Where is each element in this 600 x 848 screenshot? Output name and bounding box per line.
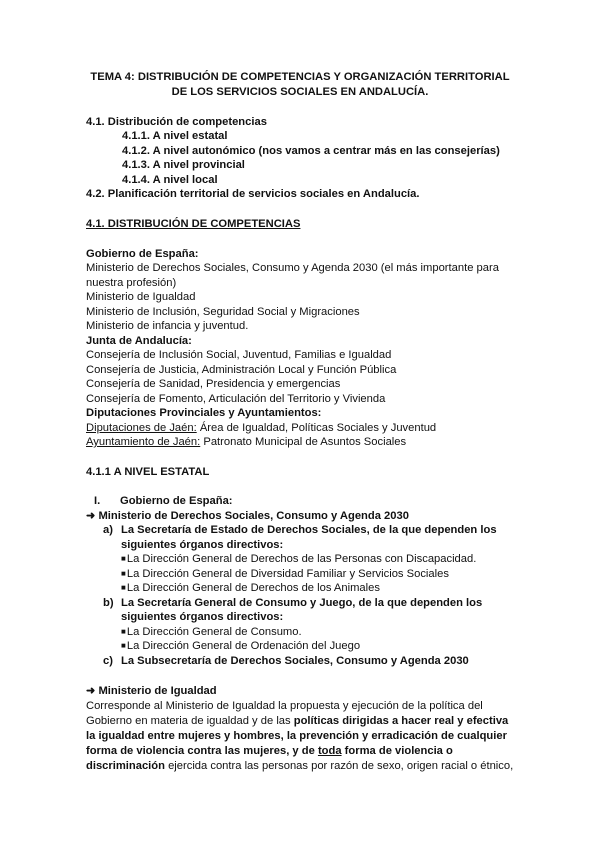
diputaciones-heading: Diputaciones Provinciales y Ayuntamientos: bbox=[86, 407, 322, 419]
square-bullet-icon: ■ bbox=[121, 569, 126, 578]
item-a-line-2: siguientes órganos directivos: bbox=[121, 539, 284, 551]
index-item-4-1-3: 4.1.3. A nivel provincial bbox=[122, 159, 245, 171]
igualdad-paragraph-line-4 bbox=[86, 744, 453, 758]
ministerio-igualdad-heading bbox=[86, 684, 217, 698]
section-heading-nivel-estatal: 4.1.1 A NIVEL ESTATAL bbox=[86, 466, 210, 478]
index-item-4-2: 4.2. Planificación territorial de servicios sociales en Andalucía. bbox=[86, 188, 420, 200]
item-b-bullet-1 bbox=[121, 625, 302, 639]
ministerio-derechos-sociales: Ministerio de Derechos Sociales, Consumo y Agenda 2030 bbox=[98, 510, 409, 522]
diputacion-jaen-line bbox=[86, 421, 436, 435]
arrow-icon: ➜ bbox=[86, 685, 96, 697]
item-a-bullet-2-text: La Dirección General de Diversidad Familiar y Servicios Sociales bbox=[126, 568, 449, 580]
item-c-label: c) bbox=[103, 655, 113, 667]
junta-heading: Junta de Andalucía: bbox=[86, 335, 192, 347]
item-a-text-1: La Secretaría de Estado de Derechos Sociales, de la que dependen los bbox=[121, 524, 497, 536]
index-item-4-1-1: 4.1.1. A nivel estatal bbox=[122, 130, 228, 142]
item-a-bullet-2 bbox=[121, 567, 449, 581]
junta-line-3: Consejería de Sanidad, Presidencia y emergencias bbox=[86, 378, 341, 390]
item-a-label: a) bbox=[103, 524, 113, 536]
diputacion-jaen-text: Área de Igualdad, Políticas Sociales y Juventud bbox=[196, 422, 437, 434]
square-bullet-icon: ■ bbox=[121, 554, 126, 563]
diputacion-jaen-label: Diputaciones de Jaén: bbox=[86, 422, 197, 434]
gobierno-line-5: Ministerio de infancia y juventud. bbox=[86, 320, 249, 332]
igualdad-l5-plain: ejercida contra las personas por razón de sexo, origen racial o étnico, bbox=[164, 760, 514, 772]
roman-numeral-i: I. bbox=[94, 495, 101, 507]
junta-line-2: Consejería de Justicia, Administración Local y Función Pública bbox=[86, 364, 397, 376]
ayuntamiento-jaen-line bbox=[86, 435, 406, 449]
igualdad-paragraph-line-2 bbox=[86, 714, 508, 728]
index-item-4-1-4: 4.1.4. A nivel local bbox=[122, 174, 218, 186]
item-a-line-1 bbox=[103, 523, 497, 537]
item-a-bullet-3 bbox=[121, 581, 380, 595]
ministerio-igualdad-title: Ministerio de Igualdad bbox=[98, 685, 217, 697]
junta-line-1: Consejería de Inclusión Social, Juventud, Familias e Igualdad bbox=[86, 349, 392, 361]
arrow-icon: ➜ bbox=[86, 510, 96, 522]
gobierno-line-2: nuestra profesión) bbox=[86, 277, 177, 289]
igualdad-l2-plain: Gobierno en materia de igualdad y de las bbox=[86, 715, 294, 727]
gobierno-line-1: Ministerio de Derechos Sociales, Consumo y Agenda 2030 (el más importante para bbox=[86, 262, 499, 274]
item-b-bullet-2-text: La Dirección General de Ordenación del Juego bbox=[126, 640, 361, 652]
square-bullet-icon: ■ bbox=[121, 583, 126, 592]
square-bullet-icon: ■ bbox=[121, 627, 126, 636]
index-item-4-1-2: 4.1.2. A nivel autonómico (nos vamos a centrar más en las consejerías) bbox=[122, 145, 500, 157]
title-line-1: TEMA 4: DISTRIBUCIÓN DE COMPETENCIAS Y ORGANIZACIÓN TERRITORIAL bbox=[90, 71, 510, 83]
square-bullet-icon: ■ bbox=[121, 641, 126, 650]
ayuntamiento-jaen-text: Patronato Municipal de Asuntos Sociales bbox=[200, 436, 407, 448]
item-c-line-1 bbox=[103, 654, 469, 668]
gobierno-line-4: Ministerio de Inclusión, Seguridad Social y Migraciones bbox=[86, 306, 360, 318]
junta-line-4: Consejería de Fomento, Articulación del Territorio y Vivienda bbox=[86, 393, 386, 405]
gobierno-line-3: Ministerio de Igualdad bbox=[86, 291, 196, 303]
item-a-bullet-1-text: La Dirección General de Derechos de las Personas con Discapacidad. bbox=[126, 553, 477, 565]
index-item-4-1: 4.1. Distribución de competencias bbox=[86, 116, 267, 128]
item-b-bullet-2 bbox=[121, 639, 360, 653]
item-a-bullet-3-text: La Dirección General de Derechos de los Animales bbox=[126, 582, 380, 594]
igualdad-l4-bold-a: forma de violencia contra las mujeres, y de bbox=[86, 745, 318, 757]
igualdad-l2-bold: políticas dirigidas a hacer real y efectiva bbox=[293, 715, 509, 727]
ministerio-derechos-sociales-line bbox=[86, 509, 409, 523]
igualdad-l5-bold: discriminación bbox=[86, 760, 165, 772]
igualdad-l4-underlined: toda bbox=[317, 745, 342, 757]
item-b-line-1 bbox=[103, 596, 482, 610]
roman-item-text: Gobierno de España: bbox=[120, 495, 233, 507]
ayuntamiento-jaen-label: Ayuntamiento de Jaén: bbox=[86, 436, 201, 448]
item-a-bullet-1 bbox=[121, 552, 476, 566]
item-b-text-1: La Secretaría General de Consumo y Juego, de la que dependen los bbox=[121, 597, 483, 609]
igualdad-paragraph-line-3: la igualdad entre mujeres y hombres, la prevención y erradicación de cualquier bbox=[86, 730, 507, 742]
igualdad-paragraph-line-1: Corresponde al Ministerio de Igualdad la propuesta y ejecución de la política del bbox=[86, 700, 483, 712]
igualdad-l4-bold-b: forma de violencia o bbox=[341, 745, 453, 757]
section-heading-distribucion: 4.1. DISTRIBUCIÓN DE COMPETENCIAS bbox=[86, 218, 301, 230]
roman-item-gobierno bbox=[94, 494, 233, 508]
item-b-label: b) bbox=[103, 597, 114, 609]
item-b-line-2: siguientes órganos directivos: bbox=[121, 611, 284, 623]
item-b-bullet-1-text: La Dirección General de Consumo. bbox=[126, 626, 302, 638]
item-c-text-1: La Subsecretaría de Derechos Sociales, Consumo y Agenda 2030 bbox=[121, 655, 469, 667]
title-line-2: DE LOS SERVICIOS SOCIALES EN ANDALUCÍA. bbox=[171, 86, 429, 98]
document-title bbox=[60, 70, 540, 100]
gobierno-heading: Gobierno de España: bbox=[86, 248, 199, 260]
igualdad-paragraph-line-5 bbox=[86, 759, 513, 773]
